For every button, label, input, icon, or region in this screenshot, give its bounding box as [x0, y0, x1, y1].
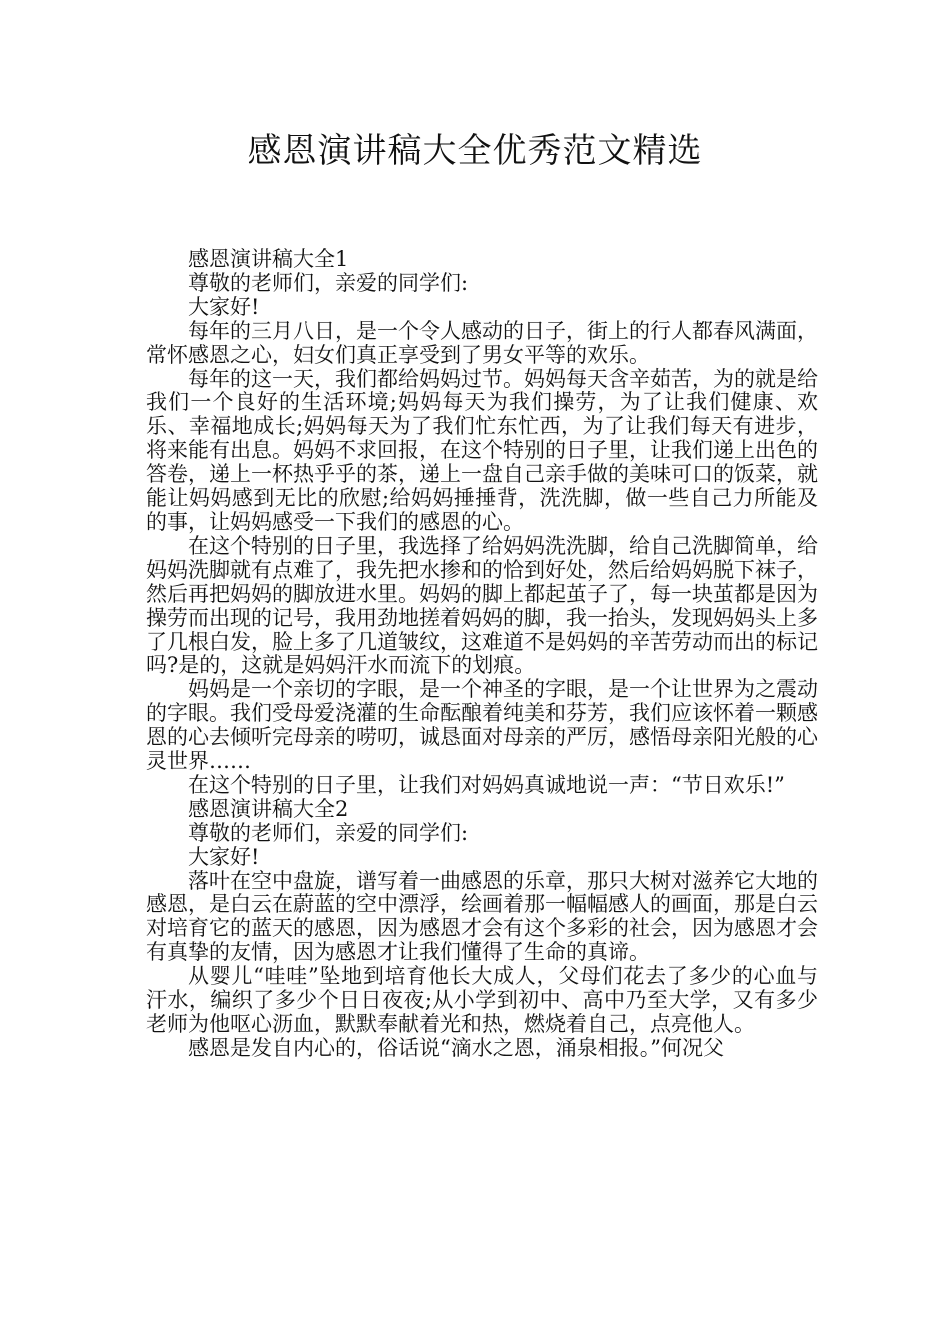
paragraph-12: 落叶在空中盘旋，谱写着一曲感恩的乐章，那只大树对滋养它大地的感恩，是白云在蔚蓝的空中漂浮，绘画着那一幅幅感人的画面，那是白云对培育它的蓝天的感恩，因为感恩才会有这个多彩的社会，因为感恩才会有真挚的友情，因为感恩才让我们懂得了生命的真谛。	[146, 868, 818, 965]
paragraph-9: 感恩演讲稿大全2	[188, 796, 349, 821]
document-body	[146, 248, 818, 1061]
paragraph-3: 大家好!	[188, 294, 260, 319]
paragraph-8: 在这个特别的日子里，让我们对妈妈真诚地说一声：“节日欢乐!”	[188, 772, 785, 797]
paragraph-1: 感恩演讲稿大全1	[188, 247, 349, 271]
paragraph-11: 大家好!	[188, 844, 260, 869]
paragraph-7: 妈妈是一个亲切的字眼，是一个神圣的字眼，是一个让世界为之震动的字眼。我们受母爱浇灌的生命酝酿着纯美和芬芳，我们应该怀着一颗感恩的心去倾听完母亲的唠叨，诚恳面对母亲的严厉，感悟母亲阳光般的心灵世界……	[146, 677, 818, 774]
paragraph-14: 感恩是发自内心的，俗话说“滴水之恩，涌泉相报。”何况父	[188, 1035, 724, 1060]
paragraph-13: 从婴儿“哇哇”坠地到培育他长大成人，父母们花去了多少的心血与汗水，编织了多少个日日夜夜;从小学到初中、高中乃至大学，又有多少老师为他呕心沥血，默默奉献着光和热，燃烧着自己，点亮他人。	[146, 964, 818, 1036]
paragraph-5: 每年的这一天，我们都给妈妈过节。妈妈每天含辛茹苦，为的就是给我们一个良好的生活环境;妈妈每天为我们操劳，为了让我们健康、欢乐、幸福地成长;妈妈每天为了我们忙东忙西，为了让我们每天有进步，将来能有出息。妈妈不求回报，在这个特别的日子里，让我们递上出色的答卷，递上一杯热乎乎的茶，递上一盘自己亲手做的美味可口的饭菜，就能让妈妈感到无比的欣慰;给妈妈捶捶背，洗洗脚，做一些自己力所能及的事，让妈妈感受一下我们的感恩的心。	[146, 366, 818, 534]
paragraph-4: 每年的三月八日，是一个令人感动的日子，街上的行人都春风满面，常怀感恩之心，妇女们真正享受到了男女平等的欢乐。	[146, 318, 818, 367]
paragraph-2: 尊敬的老师们，亲爱的同学们:	[188, 270, 469, 295]
paragraph-6: 在这个特别的日子里，我选择了给妈妈洗洗脚，给自己洗脚简单，给妈妈洗脚就有点难了，我先把水掺和的恰到好处，然后给妈妈脱下袜子，然后再把妈妈的脚放进水里。妈妈的脚上都起茧子了，每一块茧都是因为操劳而出现的记号，我用劲地搓着妈妈的脚，我一抬头，发现妈妈头上多了几根白发，脸上多了几道皱纹，这难道不是妈妈的辛苦劳动而出的标记吗?是的，这就是妈妈汗水而流下的划痕。	[146, 533, 818, 678]
document-title: 感恩演讲稿大全优秀范文精选	[247, 131, 703, 171]
paragraph-10: 尊敬的老师们，亲爱的同学们:	[188, 820, 469, 845]
